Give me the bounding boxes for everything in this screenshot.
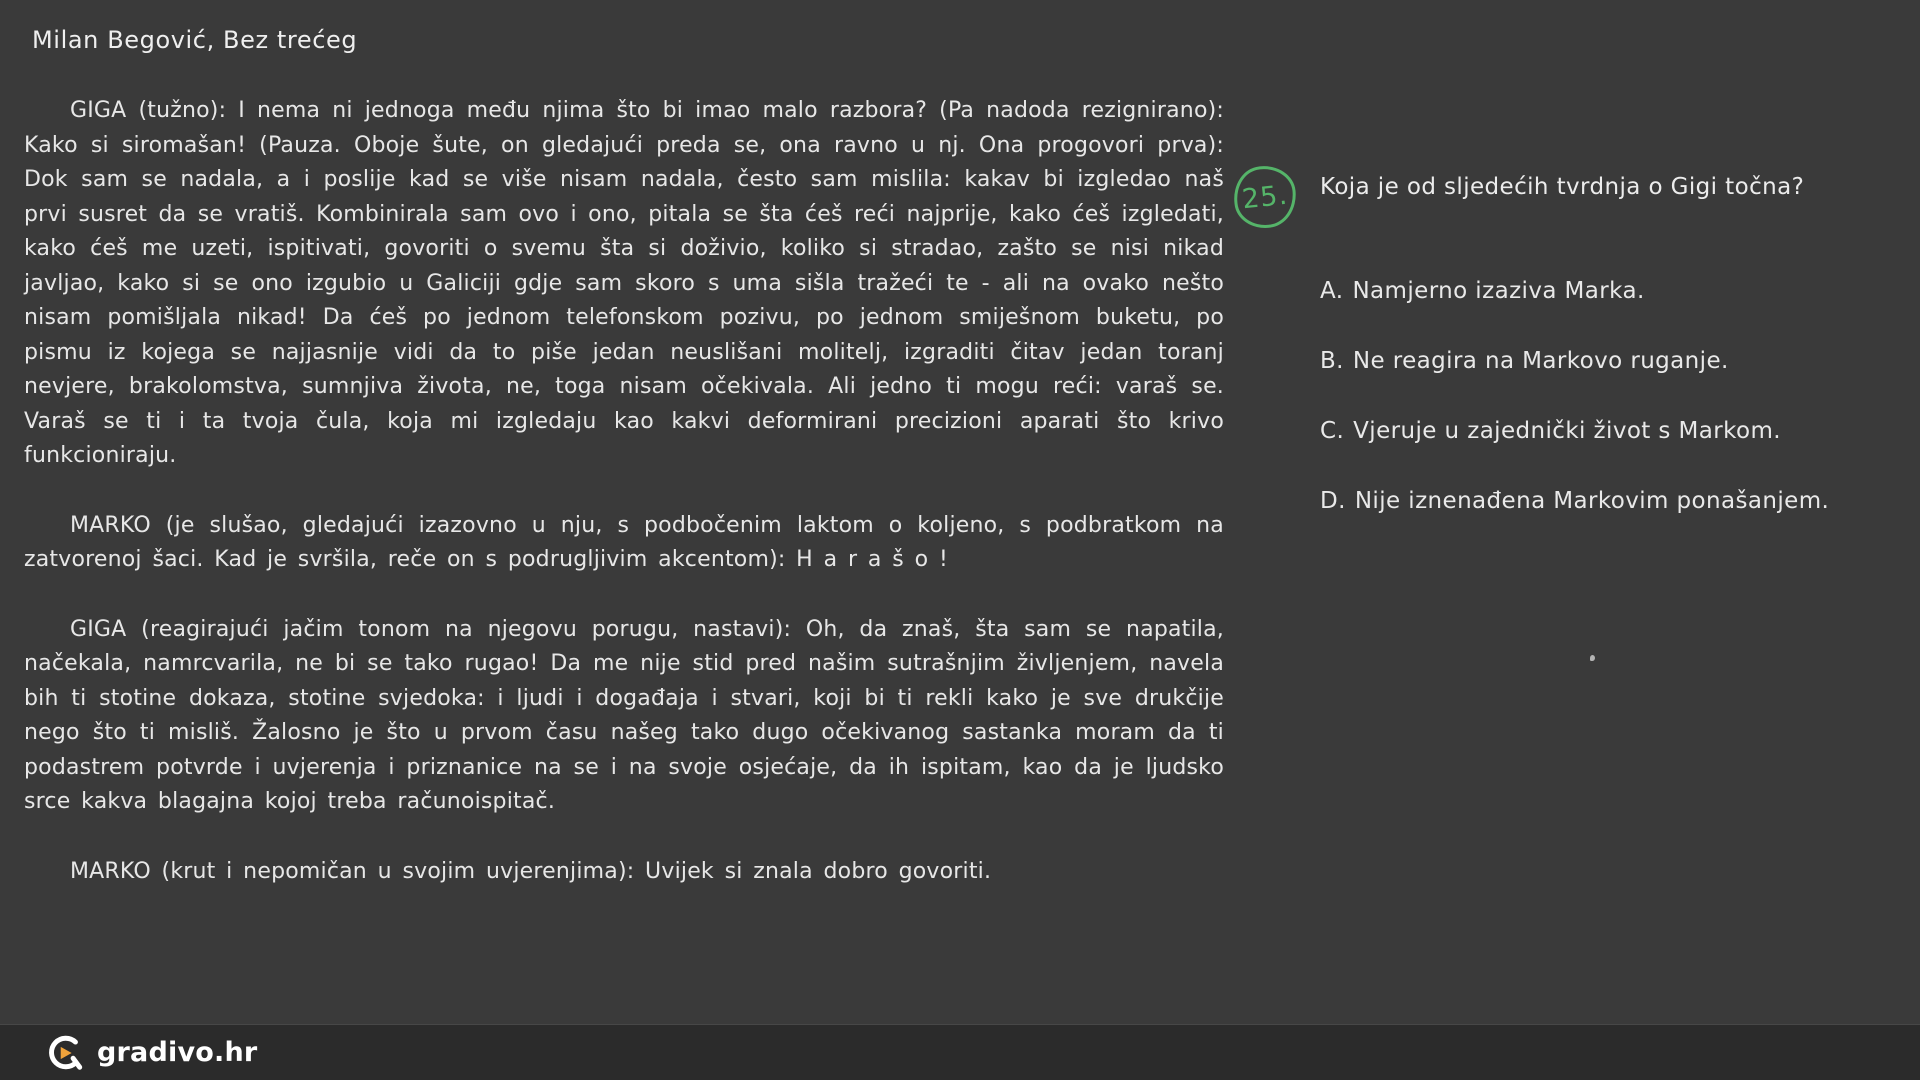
brand-name: gradivo.hr (97, 1037, 258, 1068)
answer-option-d[interactable] (1320, 488, 1829, 514)
answer-option-d-label: D. (1320, 488, 1346, 514)
passage-paragraph-marko-2: MARKO (krut i nepomičan u svojim uvjerenjima): Uvijek si znala dobro govoriti. (70, 858, 992, 884)
question-number: 25. (1240, 179, 1290, 215)
answer-option-a[interactable] (1320, 278, 1829, 304)
footer-bar (0, 1024, 1920, 1080)
gradivo-logo-icon (46, 1034, 84, 1072)
question-text: Koja je od sljedećih tvrdnja o Gigi točna? (1320, 174, 1805, 200)
answer-option-d-text: Nije iznenađena Markovim ponašanjem. (1354, 488, 1830, 514)
answer-option-c[interactable] (1320, 418, 1829, 444)
passage-paragraph-marko-1: MARKO (je slušao, gledajući izazovno u nju, s podbočenim laktom o koljeno, s podbratkom na zatvorenoj šaci. Kad je svršila, reče on s podrugljivim akcentom): H a r a š o ! (24, 512, 1224, 572)
question-panel (1234, 166, 1830, 514)
answer-option-b-text: Ne reagira na Markovo ruganje. (1352, 348, 1729, 374)
passage-text (24, 94, 1224, 889)
passage-paragraph-giga-1: GIGA (tužno): I nema ni jednoga među njima što bi imao malo razbora? (Pa nadoda rezignirano): Kako si siromašan! (Pauza. Oboje šute, on gledajući preda se, ona ravno u nj. Ona progovori prva): Dok sam se nadala, a i poslije kad se više nisam nadala, često sam mislila: kakav bi izgledao naš prvi susret da se vratiš. Kombinirala sam ovo i ono, pitala se šta ćeš reći najprije, kako ćeš izgledati, kako ćeš me uzeti, ispitivati, govoriti o svemu šta si doživio, koliko si stradao, zašto se nisi nikad javljao, kako si se ono izgubio u Galiciji gdje sam skoro s uma sišla tražeći te - ali na ovako nešto nisam pomišljala nikad! Da ćeš po jednom telefonskom pozivu, po jednom smiješnom buketu, po pismu iz kojega se najjasnije vidi da to piše jedan neuslišani molitelj, izgraditi čitav jedan toranj nevjere, brakolomstva, sumnjiva života, ne, toga nisam očekivala. Ali jedno ti mogu reći: varaš se. Varaš se ti i ta tvoja čula, koja mi izgledaju kao kakvi deformirani precizioni aparati što krivo funkcioniraju. (24, 98, 1224, 468)
passage-paragraph-giga-2: GIGA (reagirajući jačim tonom na njegovu porugu, nastavi): Oh, da znaš, šta sam se napatila, načekala, namrcvarila, ne bi se tako rugao! Da me nije stid pred našim sutrašnjim življenjem, navela bih ti stotine dokaza, stotine svjedoka: i ljudi i događaja i stvari, koji bi ti rekli kako je sve drukčije nego što ti misliš. Žalosno je što u prvom času našeg tako dugo očekivanog sastanka moram da ti podastrem potvrde i uvjerenja i priznanice na se i na svoje osjećaje, da ih ispitam, kao da je ljudsko srce kakva blagajna kojoj treba računoispitač. (24, 616, 1224, 814)
answer-options (1320, 278, 1829, 514)
answer-option-c-label: C. (1320, 418, 1345, 444)
reading-panel (24, 26, 1224, 889)
question-number-badge (1231, 163, 1299, 231)
page-title: Milan Begović, Bez trećeg (32, 26, 358, 54)
answer-option-c-text: Vjeruje u zajednički život s Markom. (1353, 418, 1782, 444)
answer-option-a-label: A. (1320, 278, 1344, 304)
answer-option-a-text: Namjerno izaziva Marka. (1352, 278, 1645, 304)
stray-dot (1590, 655, 1595, 661)
answer-option-b-label: B. (1320, 348, 1344, 374)
answer-option-b[interactable] (1320, 348, 1829, 374)
